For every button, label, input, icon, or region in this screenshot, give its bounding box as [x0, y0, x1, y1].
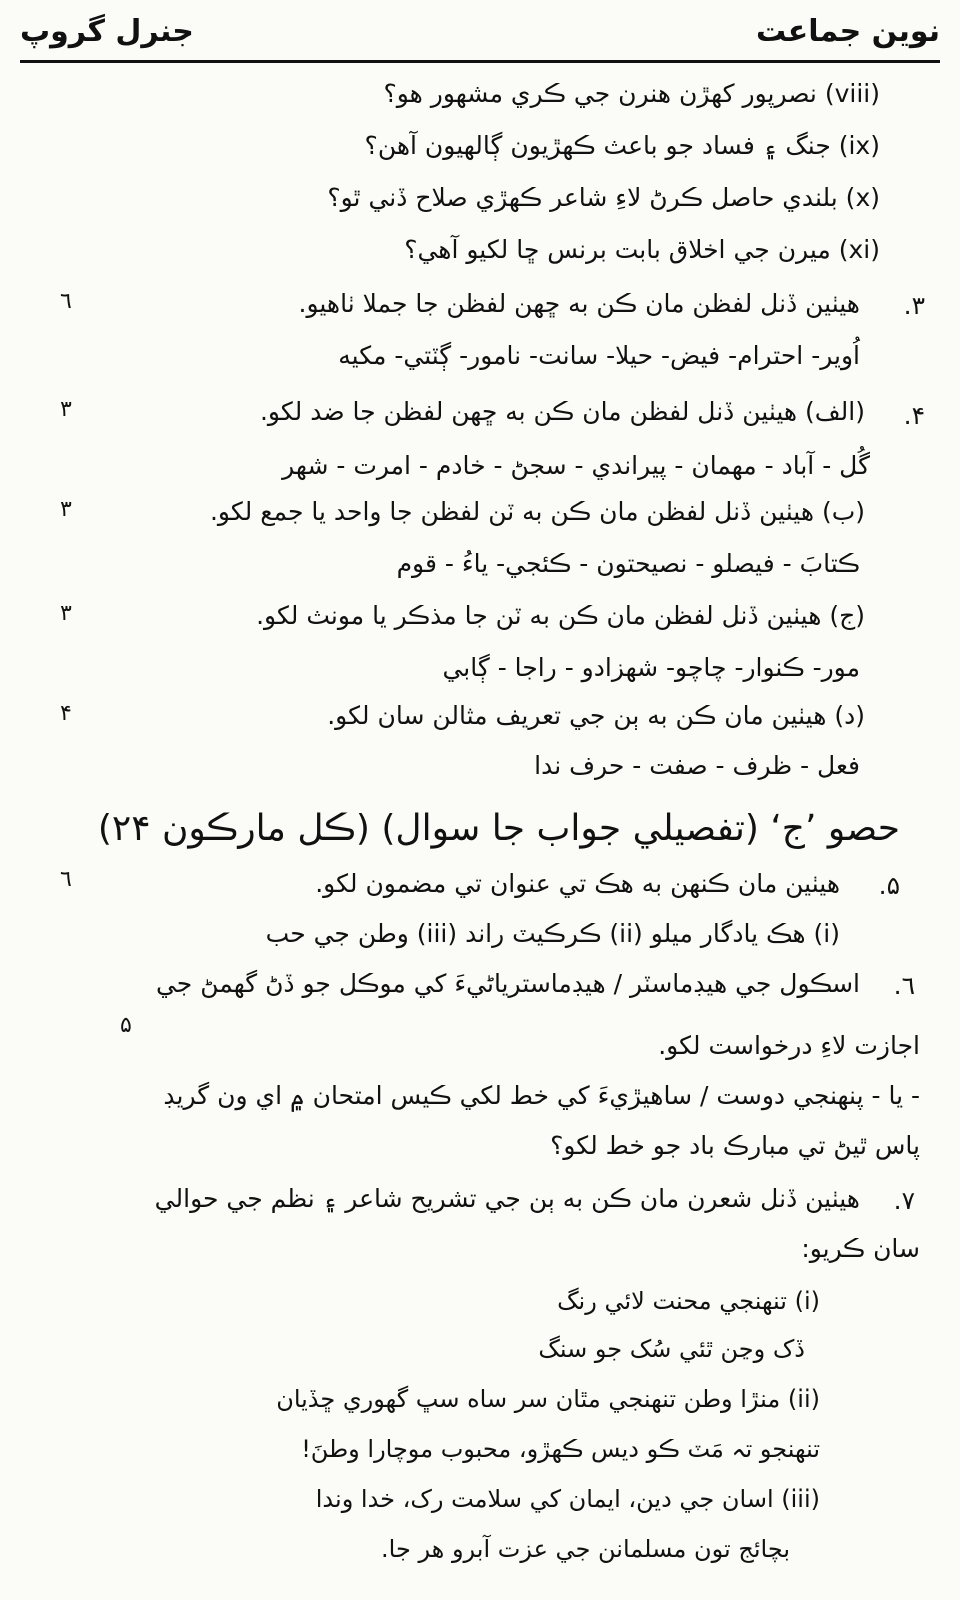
q4-b-marks: ۳	[60, 497, 72, 522]
question-ix: (ix) جنگ ۽ فساد جو باعث ڪھڙيون ڳالهيون آهن؟	[364, 131, 880, 160]
q6-number: ٦.	[893, 971, 915, 1000]
q7-line1: هيٺين ڏنل شعرن مان ڪن به ٻن جي تشريح شاعر ۽ نظم جي حوالي	[154, 1184, 860, 1213]
q4-d-marks: ۴	[60, 701, 72, 726]
q6-line3: - يا - پنهنجي دوست / ساهيڙيءَ کي خط لکي ڪيس امتحان ۾ اي ون گريڊ	[163, 1081, 920, 1110]
q6-marks: ۵	[120, 1013, 132, 1038]
poem-line: (ii) منڙا وطن تنهنجي مٿان سر ساه سڀ گهوري ڇڏيان	[276, 1385, 820, 1413]
q6-line2: اجازت لاءِ درخواست لکو.	[658, 1031, 920, 1060]
q3-number: ۳.	[903, 291, 925, 320]
poem-line: ڏک وڃن ٿئي سُک جو سنگ	[538, 1335, 805, 1363]
q6-line4: پاس ٿيڻ تي مبارڪ باد جو خط لکو؟	[550, 1131, 920, 1160]
poem-line: (i) تنهنجي محنت لائي رنگ	[557, 1287, 820, 1315]
q5-marks: ٦	[60, 867, 72, 892]
q4-c-words: مور- ڪنوار- چاچو- شهزادو - راجا - ڳابي	[442, 653, 860, 682]
q3-words: اُوير- احترام- فيض- حيلا- سانت- نامور- ڳٽتي- مکيه	[338, 341, 860, 370]
q6-line1: اسڪول جي هيڊماسٽر / هيڊماسترياڻيءَ کي موڪل جو ڏڻ گهمڻ جي	[155, 969, 860, 998]
q4-number: ۴.	[903, 401, 925, 430]
question-xi: (xi) ميرن جي اخلاق بابت برنس ڇا لکيو آهي؟	[404, 235, 880, 264]
section-c-title: حصو ’ج‘ (تفصيلي جواب جا سوال) (ڪل مارڪون ۲۴)	[97, 808, 900, 849]
group-title: جنرل گروپ	[20, 14, 194, 49]
poem-line: تنهنجو تہ مَٽ ڪو ديس ڪهڙو، محبوب موچارا وطنَ!	[301, 1435, 820, 1463]
q4-d-instruction: (د) هيٺين مان ڪن به ٻن جي تعريف مثالن سان لکو.	[327, 701, 865, 730]
poem-line: بچائج تون مسلمانن جي عزت آبرو هر جا.	[381, 1535, 790, 1563]
q4-a-words: گُل - آباد - مهمان - پيراندي - سجڻ - خادم - امرت - شهر	[282, 451, 870, 480]
q4-c-marks: ۳	[60, 601, 72, 626]
q7-line2: سان ڪريو:	[801, 1234, 920, 1263]
q4-d-words: فعل - ظرف - صفت - حرف ندا	[534, 751, 860, 780]
question-viii: (viii) نصرپور کھڙن هنرن جي ڪري مشهور هو؟	[383, 79, 880, 108]
q7-number: ۷.	[893, 1186, 915, 1215]
q4-a-marks: ۳	[60, 397, 72, 422]
poem-line: (iii) اسان جي دين، ايمان کي سلامت رک، خدا وندا	[315, 1485, 820, 1513]
page-header	[20, 10, 940, 63]
q3-instruction: هيٺين ڏنل لفظن مان ڪن به ڇهن لفظن جا جملا ٺاهيو.	[298, 289, 860, 318]
class-title: نوين جماعت	[755, 14, 940, 49]
q3-marks: ٦	[60, 289, 72, 314]
q5-instruction: هيٺين مان ڪنهن به هڪ تي عنوان تي مضمون لکو.	[315, 869, 840, 898]
q5-options: (i) هڪ يادگار ميلو (ii) ڪرڪيٽ راند (iii) وطن جي حب	[265, 919, 840, 948]
question-x: (x) بلندي حاصل ڪرڻ لاءِ شاعر ڪھڙي صلاح ڏني ٿو؟	[327, 183, 880, 212]
q4-a-instruction: (الف) هيٺين ڏنل لفظن مان ڪن به ڇهن لفظن جا ضد لکو.	[259, 397, 865, 426]
q4-c-instruction: (ج) هيٺين ڏنل لفظن مان ڪن به ٽن جا مذڪر يا مونث لکو.	[256, 601, 865, 630]
q4-b-words: ڪتابَ - فيصلو - نصيحتون - ڪئجي- ياءُ - قوم	[396, 549, 860, 578]
q5-number: ۵.	[878, 871, 900, 900]
q4-b-instruction: (ب) هيٺين ڏنل لفظن مان ڪن به ٽن لفظن جا واحد يا جمع لکو.	[209, 497, 865, 526]
